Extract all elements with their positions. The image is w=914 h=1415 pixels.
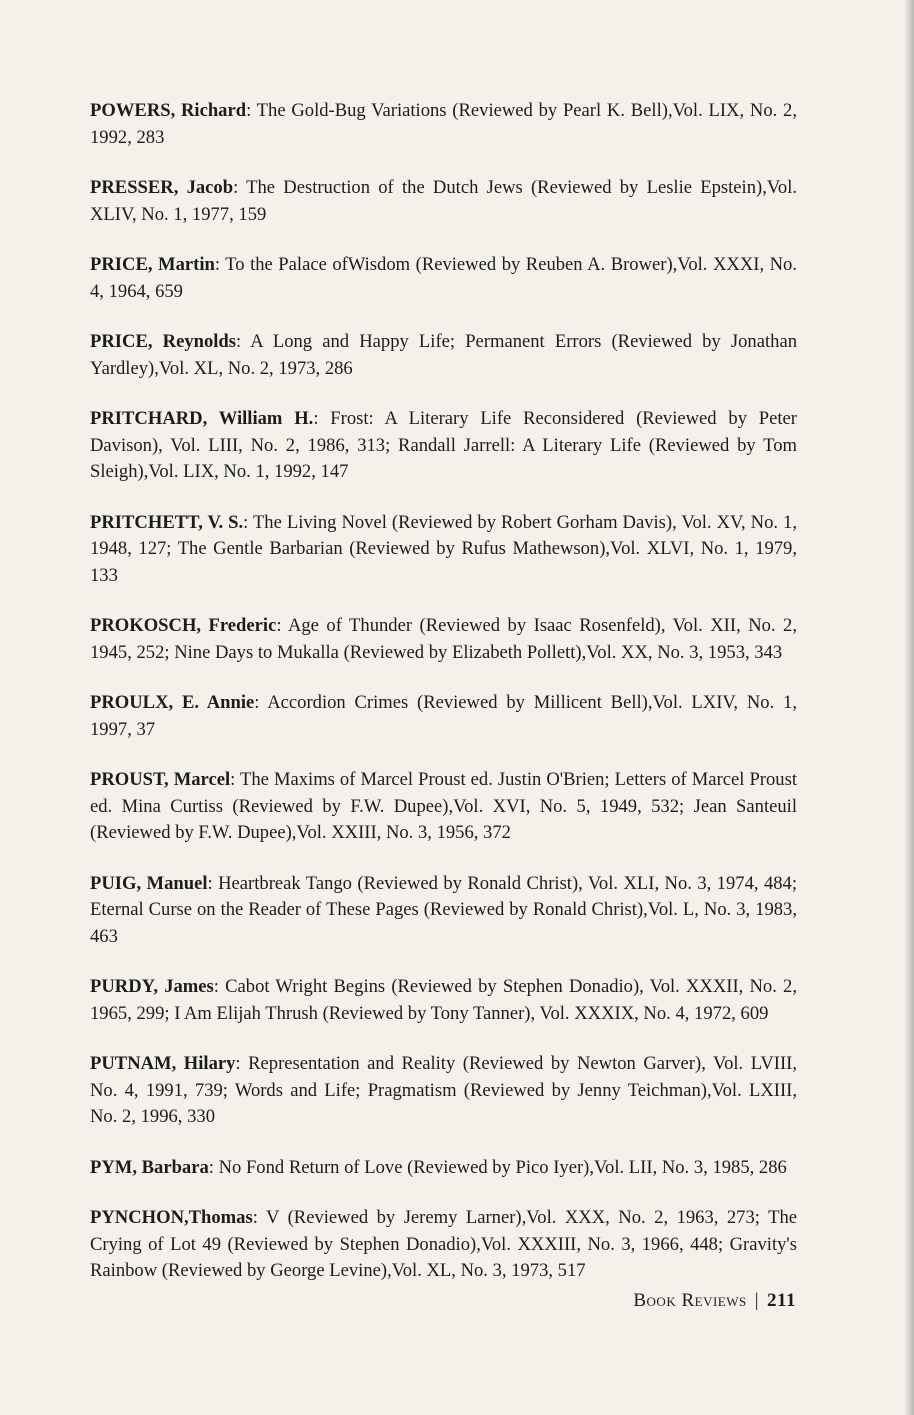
entry-text: : Frost: A Literary Life Reconsidered (Reviewed by Peter Davison), Vol. LIII, No. 2, 1986, 313; Randall Jarrell: A Literary Life (Reviewed by Tom Sleigh),Vol. LIX, No. 1, 1992, 147 [90, 408, 797, 482]
entry-text: : The Gold-Bug Variations (Reviewed by Pearl K. Bell),Vol. LIX, No. 2, 1992, 283 [90, 100, 797, 148]
running-footer-title: Book Reviews [633, 1290, 747, 1311]
page-edge-shadow [904, 0, 914, 1415]
index-entry [90, 1155, 797, 1182]
entry-text: : To the Palace ofWisdom (Reviewed by Reuben A. Brower),Vol. XXXI, No. 4, 1964, 659 [90, 254, 797, 302]
author-name: PURDY, James [90, 976, 214, 997]
author-name: PRESSER, Jacob [90, 177, 234, 198]
index-entry [90, 1205, 797, 1285]
index-entry [90, 406, 797, 486]
author-name: PROUST, Marcel [90, 769, 231, 790]
footer-separator: | [754, 1290, 760, 1311]
entry-text: : The Maxims of Marcel Proust ed. Justin O'Brien; Letters of Marcel Proust ed. Mina Curtiss (Reviewed by F.W. Dupee),Vol. XVI, No. 5, 1949, 532; Jean Santeuil (Reviewed by F.W. Dupee),Vol. XXIII, No. 3, 1956, 372 [90, 769, 797, 843]
index-entry [90, 510, 797, 590]
entry-text: : V (Reviewed by Jeremy Larner),Vol. XXX, No. 2, 1963, 273; The Crying of Lot 49 (Reviewed by Stephen Donadio),Vol. XXXIII, No. 3, 1966, 448; Gravity's Rainbow (Reviewed by George Levine),Vol. XL, No. 3, 1973, 517 [90, 1207, 797, 1281]
index-entry [90, 871, 797, 951]
index-entry [90, 690, 797, 743]
index-entry [90, 252, 797, 305]
entry-text: : A Long and Happy Life; Permanent Errors (Reviewed by Jonathan Yardley),Vol. XL, No. 2, 1973, 286 [90, 331, 797, 379]
index-entry [90, 329, 797, 382]
entry-text: : Accordion Crimes (Reviewed by Millicent Bell),Vol. LXIV, No. 1, 1997, 37 [90, 692, 797, 740]
author-name: PROKOSCH, Frederic [90, 615, 277, 636]
author-name: PRICE, Reynolds [90, 331, 237, 352]
author-name: PRITCHETT, V. S. [90, 511, 244, 533]
author-name: POWERS, Richard [90, 100, 247, 121]
author-name: PROULX, E. Annie [90, 692, 255, 713]
author-name: PYM, Barbara [90, 1156, 209, 1178]
entry-text: : Cabot Wright Begins (Reviewed by Stephen Donadio), Vol. XXXII, No. 2, 1965, 299; I Am Elijah Thrush (Reviewed by Tony Tanner), Vol. XXXIX, No. 4, 1972, 609 [90, 976, 797, 1024]
page-number: 211 [767, 1290, 796, 1311]
index-entry [90, 175, 797, 228]
author-name: PRICE, Martin [90, 254, 215, 275]
entry-text: : No Fond Return of Love (Reviewed by Pico Iyer),Vol. LII, No. 3, 1985, 286 [208, 1156, 787, 1178]
entry-text: : The Living Novel (Reviewed by Robert Gorham Davis), Vol. XV, No. 1, 1948, 127; The Gentle Barbarian (Reviewed by Rufus Mathewson),Vol. XLVI, No. 1, 1979, 133 [90, 511, 797, 586]
index-entry [90, 767, 797, 847]
entry-text: : Representation and Reality (Reviewed by Newton Garver), Vol. LVIII, No. 4, 1991, 739; Words and Life; Pragmatism (Reviewed by Jenny Teichman),Vol. LXIII, No. 2, 1996, 330 [90, 1053, 798, 1127]
entry-text: : The Destruction of the Dutch Jews (Reviewed by Leslie Epstein),Vol. XLIV, No. 1, 1977, 159 [90, 177, 798, 225]
author-name: PUIG, Manuel [90, 872, 208, 894]
page-footer [520, 1290, 796, 1312]
author-name: PUTNAM, Hilary [90, 1053, 236, 1074]
index-entry [90, 974, 797, 1027]
entry-text: : Heartbreak Tango (Reviewed by Ronald Christ), Vol. XLI, No. 3, 1974, 484; Eternal Curse on the Reader of These Pages (Reviewed by Ronald Christ),Vol. L, No. 3, 1983, 463 [90, 872, 798, 947]
author-name: PRITCHARD, William H. [90, 408, 314, 429]
index-entries [90, 98, 797, 1309]
entry-text: : Age of Thunder (Reviewed by Isaac Rosenfeld), Vol. XII, No. 2, 1945, 252; Nine Days to Mukalla (Reviewed by Elizabeth Pollett),Vol. XX, No. 3, 1953, 343 [90, 615, 797, 663]
index-entry [90, 98, 797, 151]
author-name: PYNCHON,Thomas [90, 1207, 253, 1228]
index-entry [90, 1051, 797, 1131]
index-entry [90, 613, 797, 666]
